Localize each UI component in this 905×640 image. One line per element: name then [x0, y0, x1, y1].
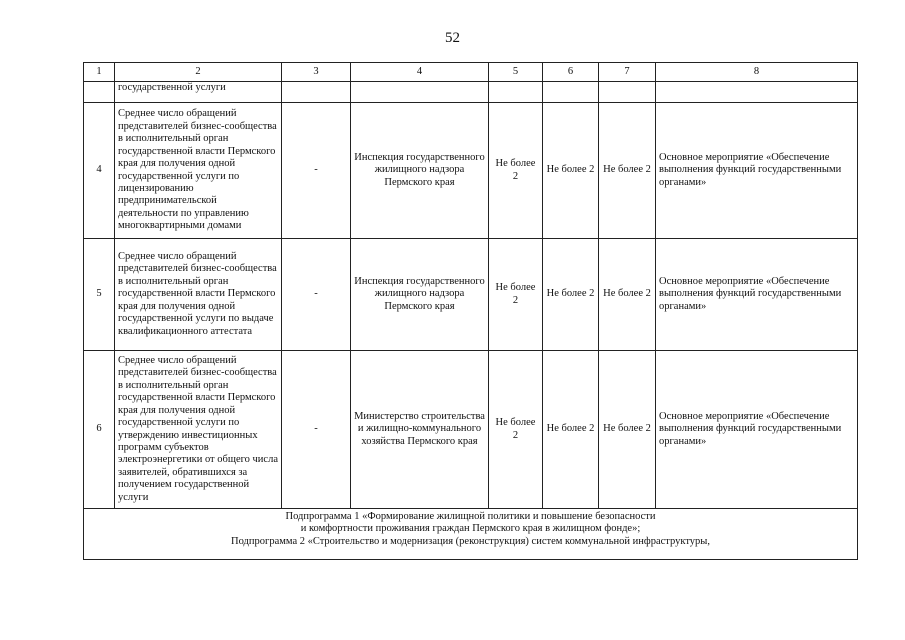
header-cell-4: 4 — [351, 63, 489, 82]
row-number: 5 — [84, 239, 115, 351]
base-value: - — [282, 239, 351, 351]
header-cell-5: 5 — [489, 63, 543, 82]
table-row — [84, 239, 858, 351]
target-value-2: Не более 2 — [543, 351, 599, 509]
table-row — [84, 351, 858, 509]
target-value-1: Не более 2 — [489, 351, 543, 509]
header-cell-6: 6 — [543, 63, 599, 82]
table-row — [84, 103, 858, 239]
header-cell-3: 3 — [282, 63, 351, 82]
target-value-1: Не более 2 — [489, 103, 543, 239]
target-value-1: Не более 2 — [489, 239, 543, 351]
target-value-2: Не более 2 — [543, 103, 599, 239]
continuation-num-cell — [84, 82, 115, 103]
base-value: - — [282, 103, 351, 239]
indicators-table — [83, 62, 858, 560]
activity-text: Основное мероприятие «Обеспечение выполнения функций государственными органами» — [656, 239, 858, 351]
subprogram-line-1: Подпрограмма 1 «Формирование жилищной политики и повышение безопасности — [285, 511, 656, 522]
activity-text: Основное мероприятие «Обеспечение выполнения функций государственными органами» — [656, 351, 858, 509]
continuation-empty-4 — [351, 82, 489, 103]
activity-text: Основное мероприятие «Обеспечение выполнения функций государственными органами» — [656, 103, 858, 239]
page-number: 52 — [445, 30, 460, 46]
header-cell-8: 8 — [656, 63, 858, 82]
indicator-text: Среднее число обращений представителей бизнес-сообщества в исполнительный орган государственной власти Пермского края для получения одной государственной услуги по лицензированию предпринимательской деятельности по управлению многоквартирными домами — [115, 103, 282, 239]
target-value-2: Не более 2 — [543, 239, 599, 351]
header-row — [84, 63, 858, 82]
subprogram-line-2: и комфортности проживания граждан Пермского края в жилищном фонде»; — [300, 523, 641, 535]
indicator-text: Среднее число обращений представителей бизнес-сообщества в исполнительный орган государственной власти Пермского края для получения одной государственной услуги по выдаче квалификационного аттестата — [115, 239, 282, 351]
subprogram-row — [84, 509, 858, 560]
executor-text: Министерство строительства и жилищно-коммунального хозяйства Пермского края — [351, 351, 489, 509]
continuation-empty-7 — [599, 82, 656, 103]
executor-text: Инспекция государственного жилищного надзора Пермского края — [351, 103, 489, 239]
header-cell-2: 2 — [115, 63, 282, 82]
continuation-row — [84, 82, 858, 103]
continuation-text: государственной услуги — [115, 82, 282, 103]
base-value: - — [282, 351, 351, 509]
indicator-text: Среднее число обращений представителей бизнес-сообщества в исполнительный орган государственной власти Пермского края для получения одной государственной услуги по утверждению инвестиционных программ субъектов электроэнергетики от общего числа заявителей, обратившихся за получением государственной услуги — [115, 351, 282, 509]
row-number: 6 — [84, 351, 115, 509]
continuation-empty-3 — [282, 82, 351, 103]
executor-text: Инспекция государственного жилищного надзора Пермского края — [351, 239, 489, 351]
target-value-3: Не более 2 — [599, 351, 656, 509]
header-cell-7: 7 — [599, 63, 656, 82]
continuation-empty-5 — [489, 82, 543, 103]
row-number: 4 — [84, 103, 115, 239]
subprogram-cell — [84, 509, 858, 560]
target-value-3: Не более 2 — [599, 103, 656, 239]
target-value-3: Не более 2 — [599, 239, 656, 351]
continuation-empty-8 — [656, 82, 858, 103]
continuation-empty-6 — [543, 82, 599, 103]
subprogram-line-3: Подпрограмма 2 «Строительство и модернизация (реконструкция) систем коммунальной инфраструктуры, — [231, 535, 710, 547]
header-cell-1: 1 — [84, 63, 115, 82]
